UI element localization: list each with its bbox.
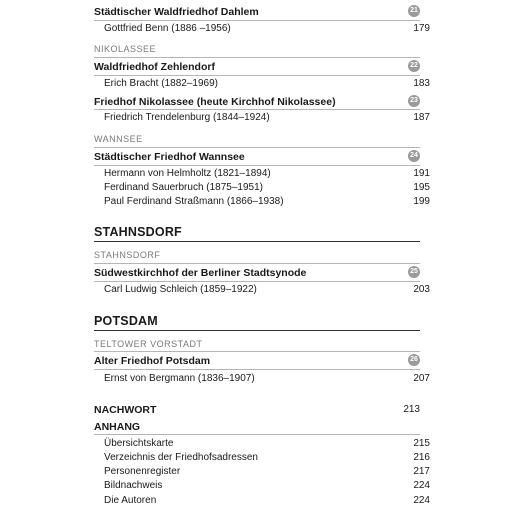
page-number: 183 (413, 78, 430, 89)
page-number: 207 (413, 373, 430, 384)
page-number: 217 (413, 466, 430, 477)
heading-label: NACHWORT (94, 404, 157, 416)
person-name: Erich Bracht (1882–1969) (104, 78, 218, 89)
person-name: Carl Ludwig Schleich (1859–1922) (104, 284, 257, 295)
divider (94, 434, 420, 435)
district-label: WANNSEE (94, 134, 143, 144)
cemetery-title (94, 60, 420, 74)
item-name: Personenregister (104, 466, 181, 477)
person-name: Gottfried Benn (1886 –1956) (104, 23, 231, 34)
person-name: Hermann von Helmholtz (1821–1894) (104, 168, 271, 179)
toc-entry[interactable] (94, 181, 430, 194)
item-name: Übersichtskarte (104, 438, 174, 449)
page-number: 224 (413, 480, 430, 491)
cemetery-name: Städtischer Friedhof Wannsee (94, 151, 245, 163)
person-name: Friedrich Trendelenburg (1844–1924) (104, 112, 270, 123)
toc-entry-nachwort[interactable] (94, 403, 420, 417)
toc-entry[interactable] (94, 494, 430, 507)
page-number: 179 (413, 23, 430, 34)
cemetery-number-badge: 25 (408, 266, 420, 278)
toc-entry[interactable] (94, 465, 430, 478)
section-divider (94, 241, 420, 242)
toc-entry[interactable] (94, 451, 430, 464)
page-number: 215 (413, 438, 430, 449)
page-number: 187 (413, 112, 430, 123)
page-number: 216 (413, 452, 430, 463)
district-label: TELTOWER VORSTADT (94, 339, 203, 349)
section-heading: POTSDAM (94, 314, 158, 328)
divider (94, 20, 420, 21)
cemetery-name: Städtischer Waldfriedhof Dahlem (94, 6, 259, 18)
person-name: Ferdinand Sauerbruch (1875–1951) (104, 182, 263, 193)
cemetery-name: Alter Friedhof Potsdam (94, 355, 211, 367)
person-name: Paul Ferdinand Straßmann (1866–1938) (104, 196, 284, 207)
toc-entry[interactable] (94, 167, 430, 180)
toc-entry[interactable] (94, 372, 430, 385)
toc-entry[interactable] (94, 437, 430, 450)
cemetery-title (94, 266, 420, 280)
cemetery-title (94, 354, 420, 368)
item-name: Bildnachweis (104, 480, 163, 491)
divider (94, 75, 420, 76)
cemetery-number-badge: 24 (408, 150, 420, 162)
cemetery-title (94, 95, 420, 109)
cemetery-number-badge: 26 (408, 354, 420, 366)
item-name: Verzeichnis der Friedhofsadressen (104, 452, 258, 463)
district-label: NIKOLASSEE (94, 44, 157, 54)
cemetery-name: Waldfriedhof Zehlendorf (94, 61, 215, 73)
toc-entry[interactable] (94, 195, 430, 208)
section-heading: STAHNSDORF (94, 225, 182, 239)
cemetery-title (94, 5, 420, 19)
divider (94, 165, 420, 166)
divider (94, 147, 420, 148)
page-number: 195 (413, 182, 430, 193)
cemetery-number-badge: 23 (408, 95, 420, 107)
divider (94, 369, 420, 370)
divider (94, 281, 420, 282)
toc-entry[interactable] (94, 283, 430, 296)
district-label: STAHNSDORF (94, 250, 161, 260)
cemetery-title (94, 150, 420, 164)
toc-entry[interactable] (94, 479, 430, 492)
item-name: Die Autoren (104, 495, 157, 506)
section-divider (94, 330, 420, 331)
heading-anhang: ANHANG (94, 421, 141, 433)
toc-entry[interactable] (94, 77, 430, 90)
divider (94, 57, 420, 58)
cemetery-name: Südwestkirchhof der Berliner Stadtsynode (94, 267, 307, 279)
divider (94, 351, 420, 352)
page-number: 213 (403, 404, 420, 415)
page-number: 199 (413, 196, 430, 207)
cemetery-number-badge: 22 (408, 60, 420, 72)
page-number: 191 (413, 168, 430, 179)
cemetery-number-badge: 21 (408, 5, 420, 17)
toc-entry[interactable] (94, 22, 430, 35)
toc-entry[interactable] (94, 111, 430, 124)
divider (94, 109, 420, 110)
page-number: 203 (413, 284, 430, 295)
divider (94, 263, 420, 264)
cemetery-name: Friedhof Nikolassee (heute Kirchhof Nikolassee) (94, 96, 336, 108)
person-name: Ernst von Bergmann (1836–1907) (104, 373, 255, 384)
page-number: 224 (413, 495, 430, 506)
